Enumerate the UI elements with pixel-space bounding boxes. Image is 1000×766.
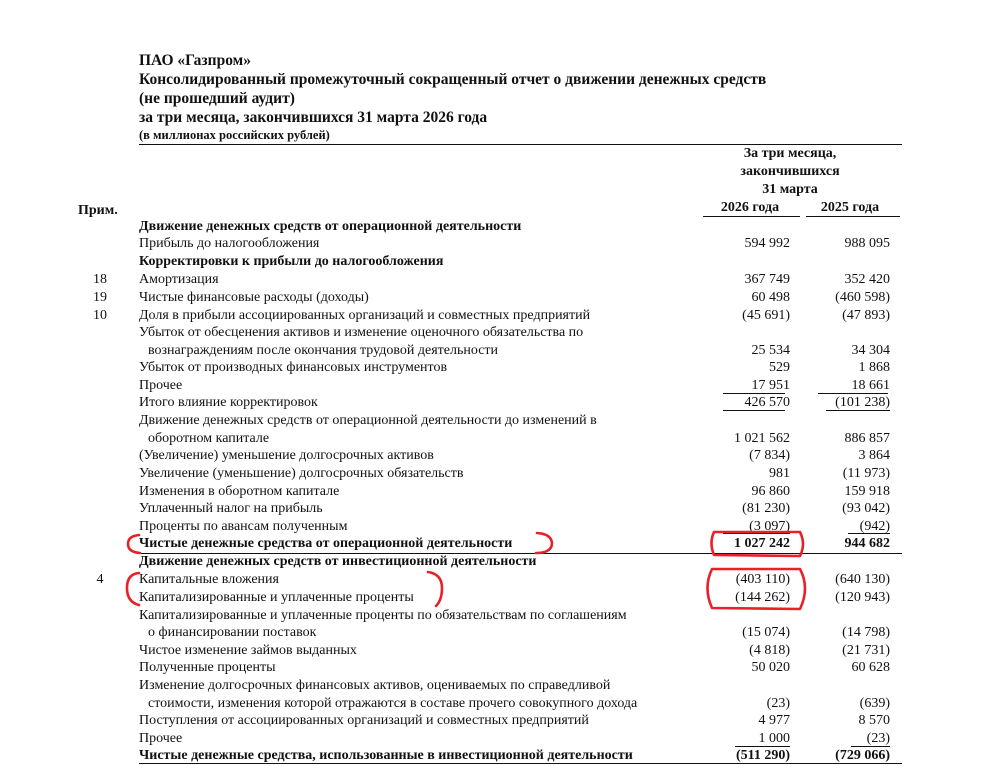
period-header-line1: За три месяца, bbox=[743, 146, 837, 161]
value-2025: 352 420 bbox=[844, 272, 890, 287]
audit-status: (не прошедший аудит) bbox=[139, 90, 295, 107]
total-investing-2026: (511 290) bbox=[735, 748, 790, 763]
total-investing-2025: (729 066) bbox=[835, 748, 890, 763]
row-label: Чистое изменение займов выданных bbox=[139, 643, 357, 658]
value-2025: (14 798) bbox=[842, 625, 890, 640]
table-row bbox=[0, 236, 1000, 254]
row-label: Проценты по авансам полученным bbox=[139, 519, 348, 534]
table-row bbox=[0, 254, 1000, 272]
note-column-header: Прим. bbox=[78, 203, 118, 218]
row-label: вознаграждениям после окончания трудовой деятельности bbox=[148, 343, 499, 358]
note-number: 19 bbox=[93, 290, 107, 305]
table-row bbox=[0, 590, 1000, 608]
value-2025: 3 864 bbox=[858, 448, 890, 463]
total-operating-2026: 1 027 242 bbox=[734, 536, 790, 551]
subsection-title-adjustments: Корректировки к прибыли до налогообложения bbox=[139, 254, 444, 269]
table-row bbox=[0, 608, 1000, 626]
row-label: Итого влияние корректировок bbox=[139, 395, 318, 410]
row-label: о финансировании поставок bbox=[148, 625, 317, 640]
subtotal-rule bbox=[851, 746, 890, 747]
row-label: стоимости, изменения которой отражаются в составе прочего совокупного дохода bbox=[148, 696, 638, 711]
value-2025: 60 628 bbox=[851, 660, 890, 675]
row-label: (Увеличение) уменьшение долгосрочных активов bbox=[139, 448, 434, 463]
value-2026: (7 834) bbox=[749, 448, 790, 463]
bottom-rule bbox=[139, 763, 902, 764]
subtotal-rule bbox=[723, 393, 785, 394]
subtotal-rule bbox=[723, 410, 785, 411]
value-2025: 988 095 bbox=[844, 236, 890, 251]
value-2026: 25 534 bbox=[751, 343, 790, 358]
value-2025: (47 893) bbox=[842, 308, 890, 323]
row-label: Изменения в оборотном капитале bbox=[139, 484, 340, 499]
value-2025: (640 130) bbox=[835, 572, 890, 587]
value-2026: (403 110) bbox=[735, 572, 790, 587]
value-2026: 60 498 bbox=[751, 290, 790, 305]
year-2026-rule bbox=[703, 216, 800, 217]
subtotal-rule bbox=[818, 393, 888, 394]
company-name: ПАО «Газпром» bbox=[139, 52, 251, 69]
value-2025: (93 042) bbox=[842, 501, 890, 516]
table-row bbox=[0, 343, 1000, 361]
value-2026: (23) bbox=[766, 696, 790, 711]
table-row bbox=[0, 484, 1000, 502]
row-label: Движение денежных средств от операционной деятельности до изменений в bbox=[139, 413, 597, 428]
table-row bbox=[0, 325, 1000, 343]
note-number: 10 bbox=[93, 308, 107, 323]
value-2026: 1 000 bbox=[758, 731, 790, 746]
value-2026: 1 021 562 bbox=[734, 431, 790, 446]
row-label: Прочее bbox=[139, 378, 183, 393]
year-2025-header: 2025 года bbox=[820, 200, 880, 215]
table-row bbox=[0, 536, 1000, 554]
total-operating-2025: 944 682 bbox=[844, 536, 890, 551]
value-2025: 886 857 bbox=[844, 431, 890, 446]
year-2026-header: 2026 года bbox=[720, 200, 780, 215]
row-label: Капитализированные и уплаченные проценты bbox=[139, 590, 414, 605]
table-row bbox=[0, 554, 1000, 572]
row-label: Убыток от обесценения активов и изменение оценочного обязательства по bbox=[139, 325, 584, 340]
table-row bbox=[0, 466, 1000, 484]
value-2025: (21 731) bbox=[842, 643, 890, 658]
row-label: Увеличение (уменьшение) долгосрочных обязательств bbox=[139, 466, 464, 481]
value-2026: (15 074) bbox=[742, 625, 790, 640]
table-row bbox=[0, 360, 1000, 378]
row-label: Изменение долгосрочных финансовых активов, оцениваемых по справедливой bbox=[139, 678, 611, 693]
section-title-investing: Движение денежных средств от инвестиционной деятельности bbox=[139, 554, 537, 569]
row-label: Чистые финансовые расходы (доходы) bbox=[139, 290, 369, 305]
value-2026: 17 951 bbox=[751, 378, 790, 393]
value-2025: 18 661 bbox=[851, 378, 890, 393]
row-label: Убыток от производных финансовых инструментов bbox=[139, 360, 448, 375]
section-title-operating: Движение денежных средств от операционной деятельности bbox=[139, 219, 522, 234]
value-2026: (81 230) bbox=[742, 501, 790, 516]
value-2026: (45 691) bbox=[742, 308, 790, 323]
value-2026: 4 977 bbox=[758, 713, 790, 728]
table-row bbox=[0, 501, 1000, 519]
table-row bbox=[0, 572, 1000, 590]
table-row bbox=[0, 678, 1000, 696]
value-2026: (4 818) bbox=[749, 643, 790, 658]
table-row bbox=[0, 413, 1000, 431]
value-2026: 426 570 bbox=[744, 395, 790, 410]
table-row bbox=[0, 272, 1000, 290]
row-label: Капитализированные и уплаченные проценты по обязательствам по соглашениям bbox=[139, 608, 627, 623]
period-header-line3: 31 марта bbox=[762, 182, 818, 197]
row-label: Полученные проценты bbox=[139, 660, 276, 675]
note-number: 18 bbox=[93, 272, 107, 287]
table-row bbox=[0, 625, 1000, 643]
value-2026: 981 bbox=[769, 466, 790, 481]
table-row bbox=[0, 519, 1000, 537]
row-label: Поступления от ассоциированных организаций и совместных предприятий bbox=[139, 713, 589, 728]
row-label: оборотном капитале bbox=[148, 431, 270, 446]
year-2025-rule bbox=[806, 216, 900, 217]
subtotal-rule bbox=[848, 533, 890, 534]
value-2026: 96 860 bbox=[751, 484, 790, 499]
value-2025: 8 570 bbox=[858, 713, 890, 728]
period-header-line2: закончившихся bbox=[740, 164, 840, 179]
total-investing-label: Чистые денежные средства, использованные в инвестиционной деятельности bbox=[139, 748, 633, 763]
value-2025: (101 238) bbox=[835, 395, 890, 410]
table-row bbox=[0, 660, 1000, 678]
report-title: Консолидированный промежуточный сокращенный отчет о движении денежных средств bbox=[139, 71, 767, 88]
value-2025: 159 918 bbox=[844, 484, 890, 499]
value-2025: (11 973) bbox=[842, 466, 890, 481]
value-2026: 594 992 bbox=[744, 236, 790, 251]
table-row bbox=[0, 431, 1000, 449]
note-number: 4 bbox=[96, 572, 104, 587]
subtotal-rule bbox=[826, 410, 890, 411]
report-period: за три месяца, закончившихся 31 марта 2026 года bbox=[139, 109, 488, 126]
value-2025: (23) bbox=[866, 731, 890, 746]
value-2026: 367 749 bbox=[744, 272, 790, 287]
value-2026: (3 097) bbox=[749, 519, 790, 534]
row-label: Прочее bbox=[139, 731, 183, 746]
subtotal-rule bbox=[735, 746, 790, 747]
value-2025: 34 304 bbox=[851, 343, 890, 358]
value-2025: (639) bbox=[859, 696, 890, 711]
value-2026: 529 bbox=[769, 360, 790, 375]
table-row bbox=[0, 308, 1000, 326]
row-label: Капитальные вложения bbox=[139, 572, 279, 587]
table-row bbox=[0, 643, 1000, 661]
table-row bbox=[0, 290, 1000, 308]
table-row bbox=[0, 713, 1000, 731]
value-2025: (942) bbox=[859, 519, 890, 534]
value-2025: (460 598) bbox=[835, 290, 890, 305]
table-row bbox=[0, 219, 1000, 237]
row-label: Уплаченный налог на прибыль bbox=[139, 501, 323, 516]
header-rule bbox=[139, 144, 902, 145]
row-label: Доля в прибыли ассоциированных организаций и совместных предприятий bbox=[139, 308, 591, 323]
subtotal-rule bbox=[723, 533, 790, 534]
table-row bbox=[0, 448, 1000, 466]
table-row bbox=[0, 731, 1000, 749]
value-2026: (144 262) bbox=[735, 590, 790, 605]
value-2026: 50 020 bbox=[751, 660, 790, 675]
value-2025: (120 943) bbox=[835, 590, 890, 605]
value-2025: 1 868 bbox=[858, 360, 890, 375]
row-label: Амортизация bbox=[139, 272, 219, 287]
report-units: (в миллионах российских рублей) bbox=[139, 128, 330, 142]
row-label: Прибыль до налогообложения bbox=[139, 236, 320, 251]
table-row bbox=[0, 696, 1000, 714]
total-operating-label: Чистые денежные средства от операционной деятельности bbox=[139, 536, 513, 551]
